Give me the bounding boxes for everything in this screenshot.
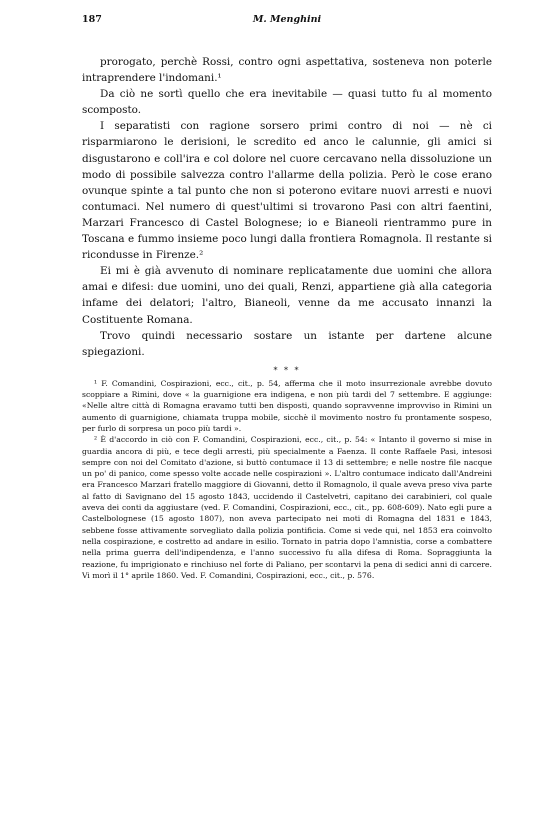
section-ornament: * * * [273, 365, 301, 375]
body-paragraph: Da ciò ne sortì quello che era inevitabile — quasi tutto fu al momento scomposto. [82, 88, 492, 117]
body-paragraph: I separatisti con ragione sorsero primi contro di noi — nè ci risparmiarono le derisioni, le scredito ed anco le calunnie, gli amici si disgustarono e coll'ira e col dolore nel cuore cercavano nella dissoluzione un modo di possibile salvezza contro l'allarme della polizia. Però le cose erano ovunque spinte a tal punto che non si poterono evitare nuovi arresti e nuovi contumaci. Nel numero di quest'ultimi si trovarono Pasi con altri faentini, Marzari Francesco di Castel Bolognese; io e Bianeoli rientrammo pure in Toscana e fummo insieme poco lungi dalla frontiera Romagnola. Il restante si ricondusse in Firenze.² [82, 120, 492, 262]
body-text [82, 54, 492, 360]
footnote: ² È d'accordo in ciò con F. Comandini, Cospirazioni, ecc., cit., p. 54: « Intanto il governo si mise in guardia ancora di più, e tece degli arresti, più specialmente a Faenza. Il conte Raffaele Pasi, intesosi sempre con noi del Comitato d'azione, si buttò contumace il 13 di settembre; e nelle nostre file nacque un po' di panico, come spesso volte accade nelle cospirazioni ». L'altro contumace indicato dall'Andreini era Francesco Marzari fratello maggiore di Giovanni, detto il Romagnolo, il quale aveva preso viva parte al fatto di Savignano del 15 agosto 1843, uccidendo il Castelvetri, capitano dei carabinieri, col quale aveva dei conti da aggiustare (ved. F. Comandini, Cospirazioni, ecc., cit., pp. 608-609). Nato egli pure a Castelbolognese (15 agosto 1807), non aveva partecipato nei moti di Romagna del 1831 e 1843, sebbene fosse attivamente sorvegliato dalla polizia pontificia. Come si vede qui, nel 1853 era coinvolto nella cospirazione, e costretto ad andare in esilio. Tornato in patria dopo l'amnistia, corse a combattere nella prima guerra dell'indipendenza, e l'anno successivo fu alla difesa di Roma. Sopraggiunta la reazione, fu imprigionato e rinchiuso nel forte di Paliano, per scontarvi la pena di sedici anni di carcere. Vi morì il 1° aprile 1860. Ved. F. Comandini, Cospirazioni, ecc., cit., p. 576. [82, 435, 492, 580]
footnote: ¹ F. Comandini, Cospirazioni, ecc., cit., p. 54, afferma che il moto insurrezionale avrebbe dovuto scoppiare a Rimini, dove « la guarnigione era indigena, e non più tardi del 7 settembre. E aggiunge: «Nelle altre città di Romagna eravamo tutti ben disposti, quando sopravvenne improvviso in Rimini un aumento di guarnigione, chiamata truppa mobile, sicchè il movimento nostro fu prontamente sospeso, per furlo di sorpresa un poco più tardi ». [82, 378, 492, 433]
footnotes [82, 378, 492, 581]
header-author: M. Menghini [252, 14, 322, 25]
page-number: 187 [82, 14, 102, 25]
body-paragraph: prorogato, perchè Rossi, contro ogni aspettativa, sosteneva non poterle intraprendere l'indomani.¹ [82, 56, 492, 85]
running-head [82, 14, 492, 30]
body-paragraph: Ei mi è già avvenuto di nominare replicatamente due uomini che allora amai e difesi: due uomini, uno dei quali, Renzi, appartiene già alla categoria infame dei delatori; l'altro, Bianeoli, venne da me accusato innanzi la Costituente Romana. [82, 265, 492, 326]
book-page [82, 14, 492, 581]
body-paragraph: Trovo quindi necessario sostare un istante per dartene alcune spiegazioni. [82, 329, 492, 358]
